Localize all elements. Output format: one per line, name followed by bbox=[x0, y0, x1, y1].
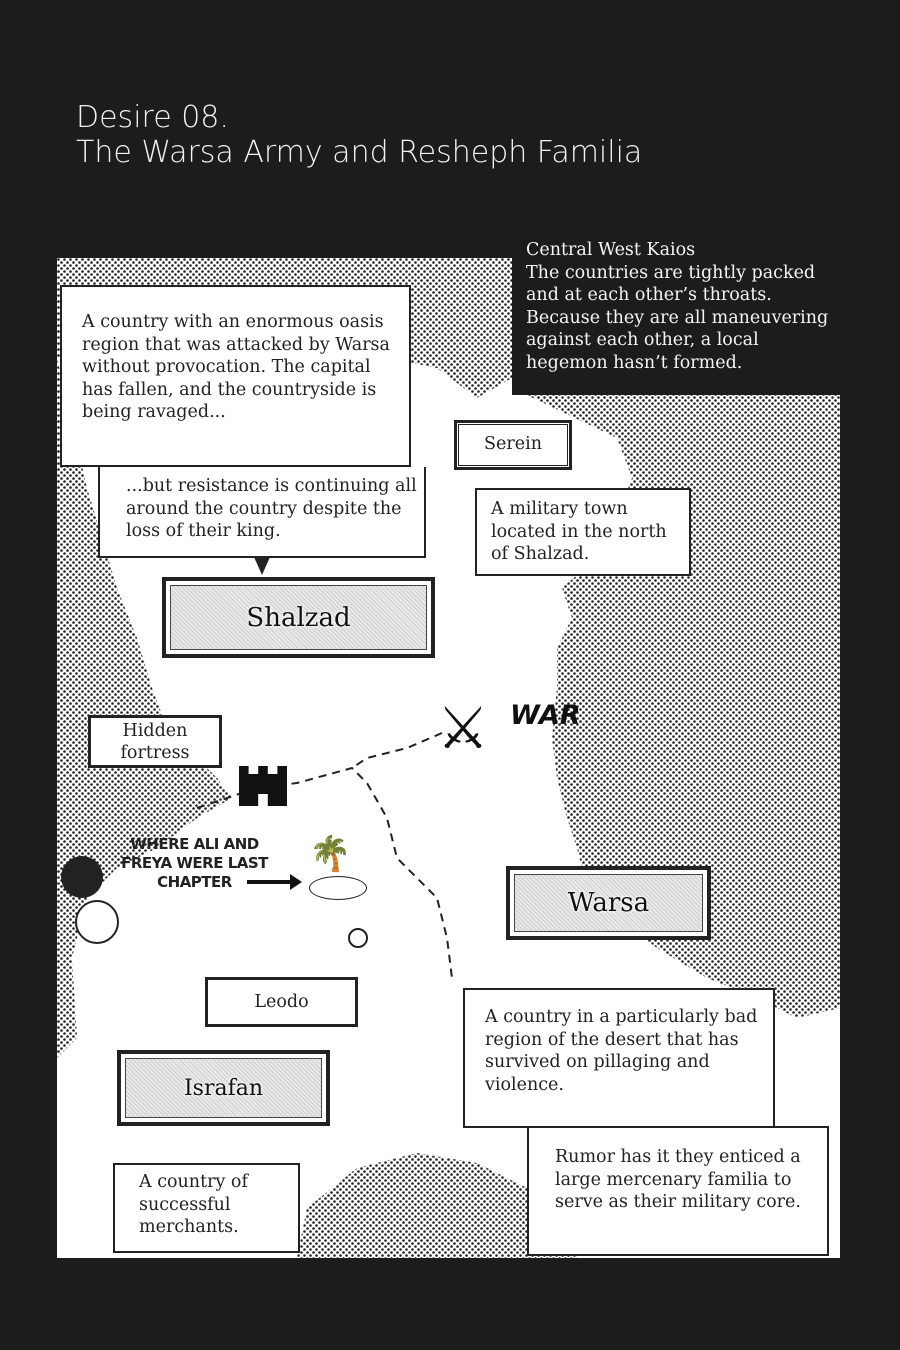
leodo-marker-icon bbox=[348, 928, 368, 948]
warsa-description-box-2 bbox=[527, 1126, 829, 1256]
region-note-text: The countries are tightly packed and at each other’s throats. Because they are all maneuvering against each other, a local hegemon hasn’t formed. bbox=[526, 262, 829, 373]
fortress-label: Hidden fortress bbox=[120, 721, 190, 763]
chapter-title bbox=[76, 100, 642, 170]
last-chapter-note: WHERE ALI AND FREYA WERE LAST CHAPTER bbox=[121, 835, 268, 891]
warsa-label: Warsa bbox=[514, 874, 703, 932]
warsa-label-box bbox=[506, 866, 711, 940]
israfan-description-box bbox=[113, 1163, 300, 1253]
israfan-desc: A country of successful merchants. bbox=[139, 1172, 248, 1237]
fortress-label-box bbox=[88, 715, 222, 768]
serein-desc: A military town located in the north of Shalzad. bbox=[491, 499, 667, 564]
shalzad-desc1: A country with an enormous oasis region that was attacked by Warsa without provocation. The capital has fallen, and the countryside is being ravaged... bbox=[82, 312, 390, 422]
shalzad-label: Shalzad bbox=[170, 585, 427, 650]
warsa-description-box bbox=[463, 988, 775, 1128]
shalzad-description-box-2 bbox=[98, 467, 426, 558]
leodo-label: Leodo bbox=[254, 992, 309, 1012]
characters-icon bbox=[57, 856, 119, 966]
serein-label-box bbox=[456, 422, 570, 468]
callout-tail bbox=[254, 557, 270, 575]
oasis-icon bbox=[309, 876, 367, 900]
border-shalzad-warsa bbox=[352, 733, 442, 768]
chapter-number: Desire 08. bbox=[76, 100, 229, 135]
serein-description-box bbox=[475, 488, 691, 576]
warsa-desc2: Rumor has it they enticed a large mercenary familia to serve as their military core. bbox=[555, 1147, 801, 1212]
arrow-head-icon bbox=[290, 874, 302, 890]
israfan-label-box bbox=[117, 1050, 330, 1126]
region-note-box bbox=[512, 235, 840, 395]
map bbox=[57, 258, 840, 1258]
arrow-icon bbox=[247, 880, 292, 884]
shalzad-description-box bbox=[60, 285, 411, 467]
serein-label: Serein bbox=[484, 434, 542, 454]
crossed-swords-icon: ⚔ bbox=[437, 694, 489, 762]
war-label: WAR bbox=[510, 700, 581, 731]
leodo-label-box bbox=[205, 977, 358, 1027]
chapter-name: The Warsa Army and Resheph Familia bbox=[76, 135, 643, 170]
shalzad-desc2: ...but resistance is continuing all around the country despite the loss of their king. bbox=[126, 476, 417, 541]
israfan-label: Israfan bbox=[125, 1058, 322, 1118]
region-note-heading: Central West Kaios bbox=[526, 240, 696, 260]
palm-tree-icon: 🌴 bbox=[309, 834, 352, 874]
shalzad-label-box bbox=[162, 577, 435, 658]
warsa-desc1: A country in a particularly bad region of the desert that has survived on pillaging and violence. bbox=[485, 1007, 758, 1095]
